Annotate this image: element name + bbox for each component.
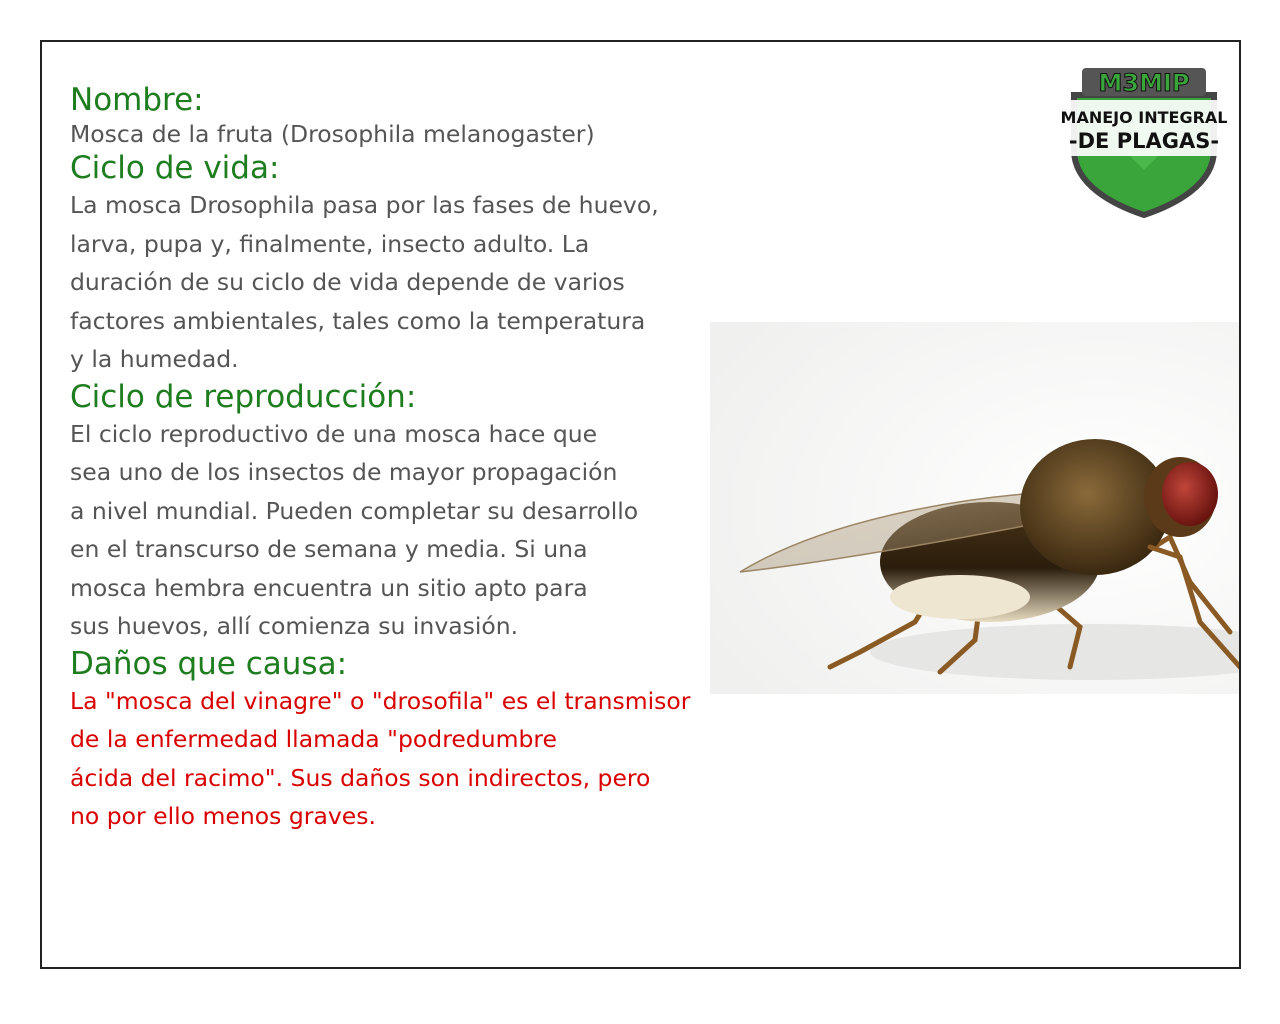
- info-text: [70, 82, 810, 836]
- danos-line: no por ello menos graves.: [70, 802, 376, 830]
- svg-text:-DE PLAGAS-: -DE PLAGAS-: [1068, 129, 1220, 153]
- ciclo-reproduccion-heading: Ciclo de reproducción:: [70, 378, 417, 415]
- ciclo-reproduccion-line: El ciclo reproductivo de una mosca hace que: [70, 419, 598, 448]
- ciclo-vida-line: larva, pupa y, finalmente, insecto adulto. La: [70, 229, 590, 258]
- danos-line: ácida del racimo". Sus daños son indirectos, pero: [70, 763, 651, 792]
- ciclo-reproduccion-line: sus huevos, allí comienza su invasión.: [70, 612, 519, 640]
- m3mip-logo: [1054, 60, 1234, 218]
- nombre-heading: Nombre:: [70, 82, 204, 118]
- danos-line: La "mosca del vinagre" o "drosofila" es el transmisor: [70, 686, 691, 715]
- ciclo-reproduccion-line: en el transcurso de semana y media. Si una: [70, 535, 588, 563]
- ciclo-vida-line: duración de su ciclo de vida depende de varios: [70, 268, 625, 296]
- document-frame: [40, 40, 1241, 969]
- danos-heading: Daños que causa:: [70, 645, 348, 682]
- danos-line: de la enfermedad llamada "podredumbre: [70, 725, 558, 753]
- svg-text:M3MIP: M3MIP: [1098, 69, 1190, 97]
- ciclo-vida-line: La mosca Drosophila pasa por las fases de huevo,: [70, 191, 659, 219]
- ciclo-vida-line: factores ambientales, tales como la temperatura: [70, 306, 646, 335]
- ciclo-reproduccion-line: a nivel mundial. Pueden completar su desarrollo: [70, 496, 639, 525]
- nombre-body: Mosca de la fruta (Drosophila melanogaster): [70, 120, 595, 148]
- svg-text:MANEJO INTEGRAL: MANEJO INTEGRAL: [1060, 108, 1228, 127]
- ciclo-reproduccion-line: mosca hembra encuentra un sitio apto para: [70, 573, 588, 602]
- ciclo-vida-heading: Ciclo de vida:: [70, 150, 280, 186]
- ciclo-reproduccion-line: sea uno de los insectos de mayor propagación: [70, 458, 618, 486]
- ciclo-vida-line: y la humedad.: [70, 345, 239, 373]
